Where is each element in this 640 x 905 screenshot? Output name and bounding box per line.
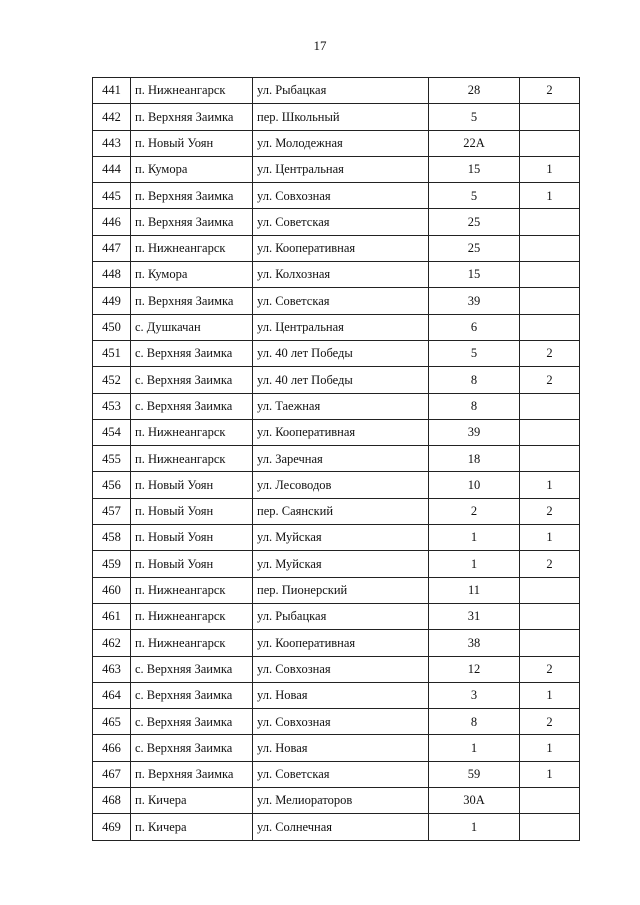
apartment-cell: 2 bbox=[520, 709, 580, 735]
apartment-cell: 1 bbox=[520, 525, 580, 551]
settlement-cell: п. Нижнеангарск bbox=[131, 419, 253, 445]
apartment-cell bbox=[520, 262, 580, 288]
house-number-cell: 2 bbox=[429, 498, 520, 524]
settlement-cell: п. Верхняя Заимка bbox=[131, 288, 253, 314]
apartment-cell: 1 bbox=[520, 156, 580, 182]
settlement-cell: п. Нижнеангарск bbox=[131, 235, 253, 261]
street-cell: пер. Школьный bbox=[253, 104, 429, 130]
table-row bbox=[93, 577, 580, 603]
row-number: 445 bbox=[93, 183, 131, 209]
table-row bbox=[93, 367, 580, 393]
apartment-cell: 2 bbox=[520, 551, 580, 577]
row-number: 444 bbox=[93, 156, 131, 182]
table-row bbox=[93, 288, 580, 314]
row-number: 451 bbox=[93, 340, 131, 366]
street-cell: пер. Пионерский bbox=[253, 577, 429, 603]
house-number-cell: 59 bbox=[429, 761, 520, 787]
apartment-cell bbox=[520, 419, 580, 445]
row-number: 456 bbox=[93, 472, 131, 498]
row-number: 467 bbox=[93, 761, 131, 787]
apartment-cell bbox=[520, 130, 580, 156]
settlement-cell: с. Верхняя Заимка bbox=[131, 735, 253, 761]
settlement-cell: с. Верхняя Заимка bbox=[131, 709, 253, 735]
row-number: 469 bbox=[93, 814, 131, 840]
table-row bbox=[93, 104, 580, 130]
row-number: 458 bbox=[93, 525, 131, 551]
street-cell: ул. Молодежная bbox=[253, 130, 429, 156]
apartment-cell: 2 bbox=[520, 367, 580, 393]
house-number-cell: 5 bbox=[429, 340, 520, 366]
table-row bbox=[93, 78, 580, 104]
house-number-cell: 22А bbox=[429, 130, 520, 156]
apartment-cell: 1 bbox=[520, 183, 580, 209]
street-cell: ул. Рыбацкая bbox=[253, 603, 429, 629]
table-row bbox=[93, 709, 580, 735]
table-row bbox=[93, 314, 580, 340]
apartment-cell: 2 bbox=[520, 340, 580, 366]
house-number-cell: 39 bbox=[429, 419, 520, 445]
table-row bbox=[93, 393, 580, 419]
row-number: 468 bbox=[93, 788, 131, 814]
house-number-cell: 6 bbox=[429, 314, 520, 340]
house-number-cell: 28 bbox=[429, 78, 520, 104]
street-cell: ул. Кооперативная bbox=[253, 235, 429, 261]
street-cell: ул. Муйская bbox=[253, 551, 429, 577]
row-number: 464 bbox=[93, 682, 131, 708]
row-number: 463 bbox=[93, 656, 131, 682]
house-number-cell: 15 bbox=[429, 156, 520, 182]
table-row bbox=[93, 498, 580, 524]
table-row bbox=[93, 788, 580, 814]
street-cell: ул. Заречная bbox=[253, 446, 429, 472]
apartment-cell bbox=[520, 446, 580, 472]
address-table-body bbox=[93, 78, 580, 841]
apartment-cell: 1 bbox=[520, 682, 580, 708]
settlement-cell: п. Новый Уоян bbox=[131, 498, 253, 524]
apartment-cell: 2 bbox=[520, 78, 580, 104]
street-cell: ул. 40 лет Победы bbox=[253, 367, 429, 393]
street-cell: ул. Советская bbox=[253, 761, 429, 787]
house-number-cell: 30А bbox=[429, 788, 520, 814]
settlement-cell: п. Новый Уоян bbox=[131, 525, 253, 551]
settlement-cell: с. Верхняя Заимка bbox=[131, 367, 253, 393]
table-row bbox=[93, 183, 580, 209]
apartment-cell: 1 bbox=[520, 735, 580, 761]
row-number: 452 bbox=[93, 367, 131, 393]
table-row bbox=[93, 156, 580, 182]
table-row bbox=[93, 340, 580, 366]
apartment-cell bbox=[520, 288, 580, 314]
street-cell: ул. Советская bbox=[253, 288, 429, 314]
apartment-cell bbox=[520, 577, 580, 603]
apartment-cell bbox=[520, 314, 580, 340]
street-cell: пер. Саянский bbox=[253, 498, 429, 524]
apartment-cell: 2 bbox=[520, 498, 580, 524]
row-number: 446 bbox=[93, 209, 131, 235]
table-row bbox=[93, 472, 580, 498]
street-cell: ул. Лесоводов bbox=[253, 472, 429, 498]
row-number: 462 bbox=[93, 630, 131, 656]
settlement-cell: п. Кумора bbox=[131, 262, 253, 288]
house-number-cell: 1 bbox=[429, 551, 520, 577]
settlement-cell: п. Верхняя Заимка bbox=[131, 761, 253, 787]
house-number-cell: 25 bbox=[429, 209, 520, 235]
row-number: 457 bbox=[93, 498, 131, 524]
settlement-cell: п. Новый Уоян bbox=[131, 472, 253, 498]
table-row bbox=[93, 603, 580, 629]
table-row bbox=[93, 262, 580, 288]
settlement-cell: с. Верхняя Заимка bbox=[131, 656, 253, 682]
table-row bbox=[93, 525, 580, 551]
row-number: 442 bbox=[93, 104, 131, 130]
apartment-cell: 1 bbox=[520, 472, 580, 498]
row-number: 453 bbox=[93, 393, 131, 419]
apartment-cell bbox=[520, 104, 580, 130]
table-row bbox=[93, 682, 580, 708]
table-row bbox=[93, 735, 580, 761]
street-cell: ул. Новая bbox=[253, 735, 429, 761]
address-table bbox=[92, 77, 580, 841]
street-cell: ул. Таежная bbox=[253, 393, 429, 419]
street-cell: ул. Центральная bbox=[253, 156, 429, 182]
table-row bbox=[93, 419, 580, 445]
street-cell: ул. Кооперативная bbox=[253, 419, 429, 445]
row-number: 466 bbox=[93, 735, 131, 761]
settlement-cell: п. Верхняя Заимка bbox=[131, 104, 253, 130]
street-cell: ул. Центральная bbox=[253, 314, 429, 340]
street-cell: ул. Кооперативная bbox=[253, 630, 429, 656]
table-row bbox=[93, 814, 580, 840]
apartment-cell bbox=[520, 603, 580, 629]
settlement-cell: п. Верхняя Заимка bbox=[131, 209, 253, 235]
house-number-cell: 1 bbox=[429, 735, 520, 761]
apartment-cell bbox=[520, 209, 580, 235]
house-number-cell: 8 bbox=[429, 393, 520, 419]
house-number-cell: 8 bbox=[429, 367, 520, 393]
settlement-cell: п. Новый Уоян bbox=[131, 551, 253, 577]
apartment-cell bbox=[520, 235, 580, 261]
row-number: 448 bbox=[93, 262, 131, 288]
table-row bbox=[93, 130, 580, 156]
house-number-cell: 25 bbox=[429, 235, 520, 261]
settlement-cell: с. Душкачан bbox=[131, 314, 253, 340]
apartment-cell bbox=[520, 393, 580, 419]
street-cell: ул. Совхозная bbox=[253, 656, 429, 682]
settlement-cell: п. Нижнеангарск bbox=[131, 78, 253, 104]
row-number: 441 bbox=[93, 78, 131, 104]
settlement-cell: п. Нижнеангарск bbox=[131, 446, 253, 472]
house-number-cell: 38 bbox=[429, 630, 520, 656]
table-row bbox=[93, 630, 580, 656]
table-row bbox=[93, 551, 580, 577]
settlement-cell: п. Кумора bbox=[131, 156, 253, 182]
table-row bbox=[93, 761, 580, 787]
settlement-cell: п. Верхняя Заимка bbox=[131, 183, 253, 209]
row-number: 450 bbox=[93, 314, 131, 340]
settlement-cell: п. Нижнеангарск bbox=[131, 630, 253, 656]
apartment-cell: 2 bbox=[520, 656, 580, 682]
house-number-cell: 5 bbox=[429, 183, 520, 209]
settlement-cell: п. Нижнеангарск bbox=[131, 577, 253, 603]
house-number-cell: 18 bbox=[429, 446, 520, 472]
house-number-cell: 39 bbox=[429, 288, 520, 314]
table-row bbox=[93, 446, 580, 472]
street-cell: ул. Совхозная bbox=[253, 709, 429, 735]
settlement-cell: с. Верхняя Заимка bbox=[131, 393, 253, 419]
house-number-cell: 11 bbox=[429, 577, 520, 603]
table-row bbox=[93, 235, 580, 261]
row-number: 460 bbox=[93, 577, 131, 603]
street-cell: ул. Колхозная bbox=[253, 262, 429, 288]
house-number-cell: 15 bbox=[429, 262, 520, 288]
house-number-cell: 31 bbox=[429, 603, 520, 629]
settlement-cell: п. Нижнеангарск bbox=[131, 603, 253, 629]
settlement-cell: п. Новый Уоян bbox=[131, 130, 253, 156]
street-cell: ул. Муйская bbox=[253, 525, 429, 551]
row-number: 447 bbox=[93, 235, 131, 261]
apartment-cell bbox=[520, 814, 580, 840]
house-number-cell: 3 bbox=[429, 682, 520, 708]
row-number: 465 bbox=[93, 709, 131, 735]
street-cell: ул. Солнечная bbox=[253, 814, 429, 840]
settlement-cell: с. Верхняя Заимка bbox=[131, 682, 253, 708]
settlement-cell: п. Кичера bbox=[131, 788, 253, 814]
house-number-cell: 1 bbox=[429, 525, 520, 551]
row-number: 454 bbox=[93, 419, 131, 445]
apartment-cell: 1 bbox=[520, 761, 580, 787]
street-cell: ул. Советская bbox=[253, 209, 429, 235]
row-number: 443 bbox=[93, 130, 131, 156]
house-number-cell: 12 bbox=[429, 656, 520, 682]
page-number: 17 bbox=[313, 38, 327, 53]
street-cell: ул. Совхозная bbox=[253, 183, 429, 209]
street-cell: ул. Новая bbox=[253, 682, 429, 708]
settlement-cell: с. Верхняя Заимка bbox=[131, 340, 253, 366]
street-cell: ул. Рыбацкая bbox=[253, 78, 429, 104]
table-row bbox=[93, 209, 580, 235]
house-number-cell: 10 bbox=[429, 472, 520, 498]
house-number-cell: 1 bbox=[429, 814, 520, 840]
apartment-cell bbox=[520, 630, 580, 656]
house-number-cell: 8 bbox=[429, 709, 520, 735]
settlement-cell: п. Кичера bbox=[131, 814, 253, 840]
row-number: 459 bbox=[93, 551, 131, 577]
row-number: 449 bbox=[93, 288, 131, 314]
house-number-cell: 5 bbox=[429, 104, 520, 130]
row-number: 461 bbox=[93, 603, 131, 629]
street-cell: ул. Мелиораторов bbox=[253, 788, 429, 814]
apartment-cell bbox=[520, 788, 580, 814]
table-row bbox=[93, 656, 580, 682]
street-cell: ул. 40 лет Победы bbox=[253, 340, 429, 366]
row-number: 455 bbox=[93, 446, 131, 472]
